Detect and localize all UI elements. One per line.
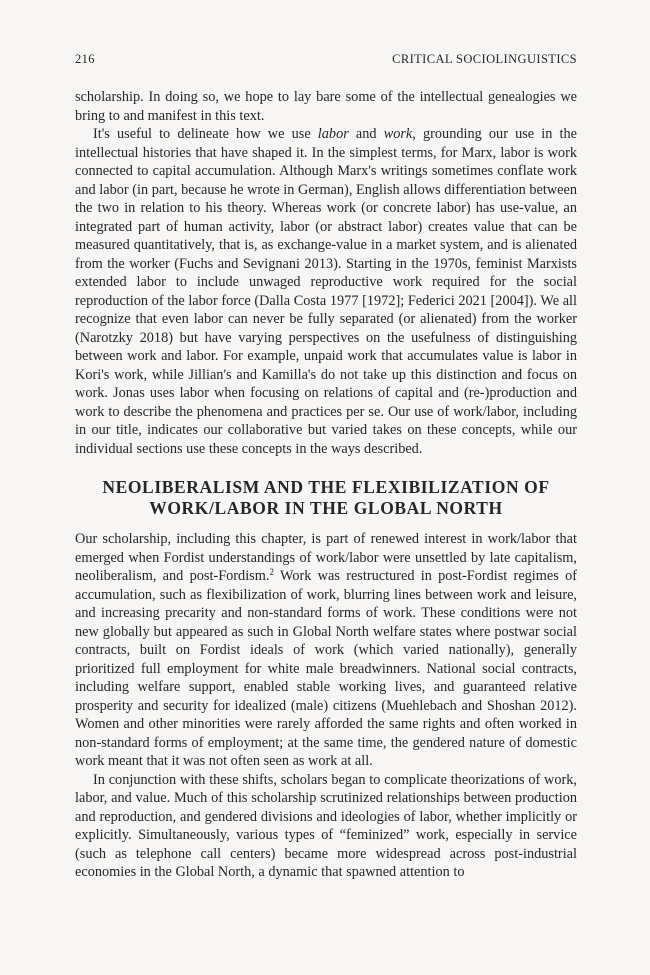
paragraph-labor-work-definitions	[75, 125, 577, 458]
section-heading-line-1: NEOLIBERALISM AND THE FLEXIBILIZATION OF	[102, 477, 550, 497]
paragraph-text: Our scholarship, including this chapter, is part of renewed interest in work/labor that emerged when Fordist understandings of work/labor were unsettled by late capitalism, neoliberalism, and post-Fordism.	[75, 531, 577, 584]
page-number: 216	[75, 52, 95, 66]
section-heading-line-2: WORK/LABOR IN THE GLOBAL NORTH	[149, 498, 503, 518]
body-text	[75, 88, 577, 882]
section-heading	[75, 477, 577, 519]
paragraph-theorizations: In conjunction with these shifts, scholars began to complicate theorizations of work, labor, and value. Much of this scholarship scrutinized relationships between production and reproduction, and gendered divisions and ideologies of labor, whether implicitly or explicitly. Simultaneously, various types of “feminized” work, especially in service (such as telephone call centers) became more widespread across post-industrial economies in the Global North, a dynamic that spawned attention to	[75, 771, 577, 880]
paragraph-continuation: scholarship. In doing so, we hope to lay bare some of the intellectual genealogies we bring to and manifest in this text.	[75, 89, 577, 124]
paragraph-text: and	[348, 126, 384, 142]
paragraph-text: , grounding our use in the intellectual histories that have shaped it. In the simplest terms, for Marx, labor is work connected to capital accumulation. Although Marx's writings sometimes conflate work and labor (in part, because he wrote in German), English allows differentiation between the two in relation to his theory. Whereas work (or concrete labor) has use-value, an integrated part of human activity, labor (or abstract labor) creates value that can be measured quantitatively, that is, as exchange-value in a market system, and is alienated from the worker (Fuchs and Sevignani 2013). Starting in the 1970s, feminist Marxists extended labor to include unwaged reproductive work required for the social reproduction of the labor force (Dalla Costa 1977 [1972]; Federici 2021 [2004]). We all recognize that even labor can never be fully separated (or alienated) from the worker (Narotzky 2018) but have varying perspectives on the usefulness of distinguishing between work and labor. For example, unpaid work that accumulates value is labor in Kori's work, while Jillian's and Kamilla's do not take up this distinction and focus on work. Jonas uses labor when focusing on relations of capital and (re-)production and work to describe the phenomena and practices per se. Our use of work/labor, including in our title, indicates our collaborative but varied takes on these concepts, while our individual sections use these concepts in the ways described.	[75, 126, 577, 457]
running-title: CRITICAL SOCIOLINGUISTICS	[392, 52, 577, 66]
italic-term-work: work	[383, 126, 413, 142]
paragraph-neoliberalism	[75, 530, 577, 771]
footnote-marker[interactable]: 2	[269, 567, 274, 577]
paragraph-text: It's useful to delineate how we use	[93, 126, 318, 142]
italic-term-labor: labor	[317, 126, 349, 142]
paragraph-text: Work was restructured in post-Fordist regimes of accumulation, such as flexibilization of work, blurring lines between work and leisure, and increasing precarity and non-standard forms of work. These conditions were not new globally but appeared as such in Global North welfare states where postwar social contracts, built on Fordist ideals of work (which varied nationally), generally prioritized full employment for white male breadwinners. National social contracts, including welfare support, enabled stable working lives, and guaranteed relative prosperity and security for idealized (male) citizens (Muehlebach and Shoshan 2012). Women and other minorities were rarely afforded the same rights and often worked in non-standard forms of employment; at the same time, the gendered nature of domestic work meant that it was not often seen as work at all.	[75, 568, 578, 769]
